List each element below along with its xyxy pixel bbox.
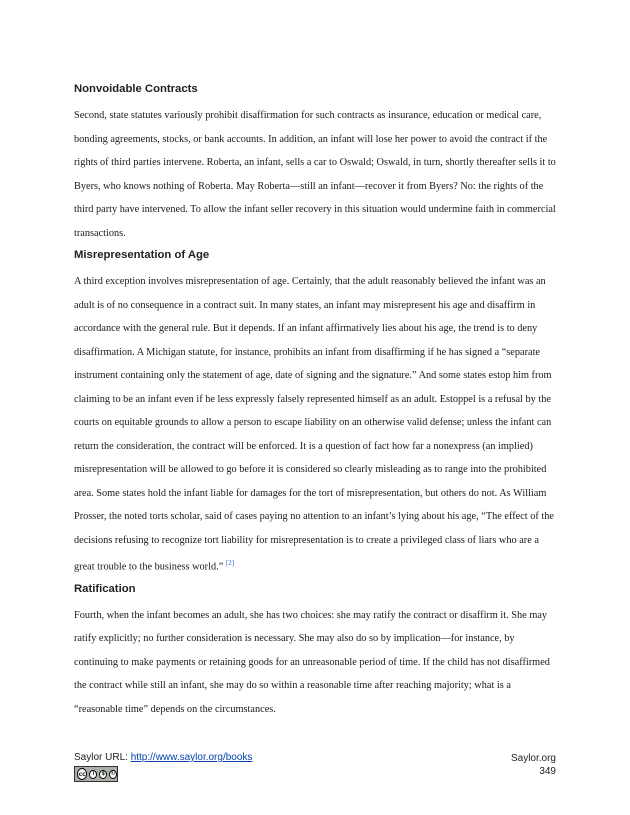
footer-source — [74, 752, 252, 763]
footnote-link[interactable]: [2] — [225, 559, 235, 567]
section-nonvoidable-contracts — [74, 80, 556, 245]
nc-icon: $ — [99, 770, 107, 779]
page-content — [74, 80, 556, 722]
footer-url-label: Saylor URL: — [74, 752, 131, 763]
cc-by-nc-sa-icon — [74, 766, 118, 782]
section-paragraph: Second, state statutes variously prohibit disaffirmation for such contracts as insurance, education or medical care, bonding agreements, stocks, or bank accounts. In addition, an infant will lose her power to avoid the contract if the rights of third parties intervene. Roberta, an infant, sells a car to Oswald; Oswald, in turn, shortly thereafter sells it to Byers, who knows nothing of Roberta. May Roberta—still an infant—recover it from Byers? No: the rights of the third party have intervened. To allow the infant seller recovery in this situation would undermine faith in commercial transactions. — [74, 110, 556, 239]
section-misrepresentation-of-age — [74, 246, 556, 579]
footer-site-info — [511, 752, 556, 778]
section-paragraph — [74, 270, 556, 579]
paragraph-text: A third exception involves misrepresentation of age. Certainly, that the adult reasonably believed the infant was an adult is of no consequence in a contract suit. In many states, an infant may misrepresent his age and disaffirm in accordance with the general rule. But it depends. If an infant affirmatively lies about his age, the trend is to deny disaffirmation. A Michigan statute, for instance, prohibits an infant from disaffirming if he has signed a “separate instrument containing only the statement of age, date of signing and the signature.” And some states estop him from claiming to be an infant even if he less expressly falsely represented himself as an adult. Estoppel is a refusal by the courts on equitable grounds to allow a person to escape liability on an otherwise valid defense; unless the infant can return the consideration, the contract will be enforced. It is a question of fact how far a nonexpress (an implied) misrepresentation will be allowed to go before it is considered so clearly misleading as to range into the prohibited area. Some states hold the infant liable for damages for the tort of misrepresentation, but others do not. As William Prosser, the noted torts scholar, said of cases paying no attention to an infant’s lying about his age, “The effect of the decisions refusing to recognize tort liability for misrepresentation is to create a privileged class of liars who are a great trouble to the business world.” — [74, 276, 554, 573]
section-ratification — [74, 580, 556, 722]
section-heading: Ratification — [74, 582, 136, 595]
section-heading: Misrepresentation of Age — [74, 249, 210, 261]
footer-page-number: 349 — [539, 766, 556, 777]
cc-logo-icon: cc — [77, 768, 87, 780]
section-heading: Nonvoidable Contracts — [74, 83, 198, 95]
by-icon: i — [89, 770, 97, 779]
sa-icon: ↻ — [110, 771, 116, 777]
footer-site-name: Saylor.org — [510, 753, 556, 764]
footer-url-link[interactable]: http://www.saylor.org/books — [130, 752, 253, 763]
section-paragraph: Fourth, when the infant becomes an adult, she has two choices: she may ratify the contract or disaffirm it. She may ratify explicitly; no further consideration is necessary. She may also do so by implication—for instance, by continuing to make payments or retaining goods for an unreasonable period of time. If the child has not disaffirmed the contract while still an infant, she may do so within a reasonable time after reaching majority; what is a “reasonable time” depends on the circumstances. — [74, 609, 550, 715]
